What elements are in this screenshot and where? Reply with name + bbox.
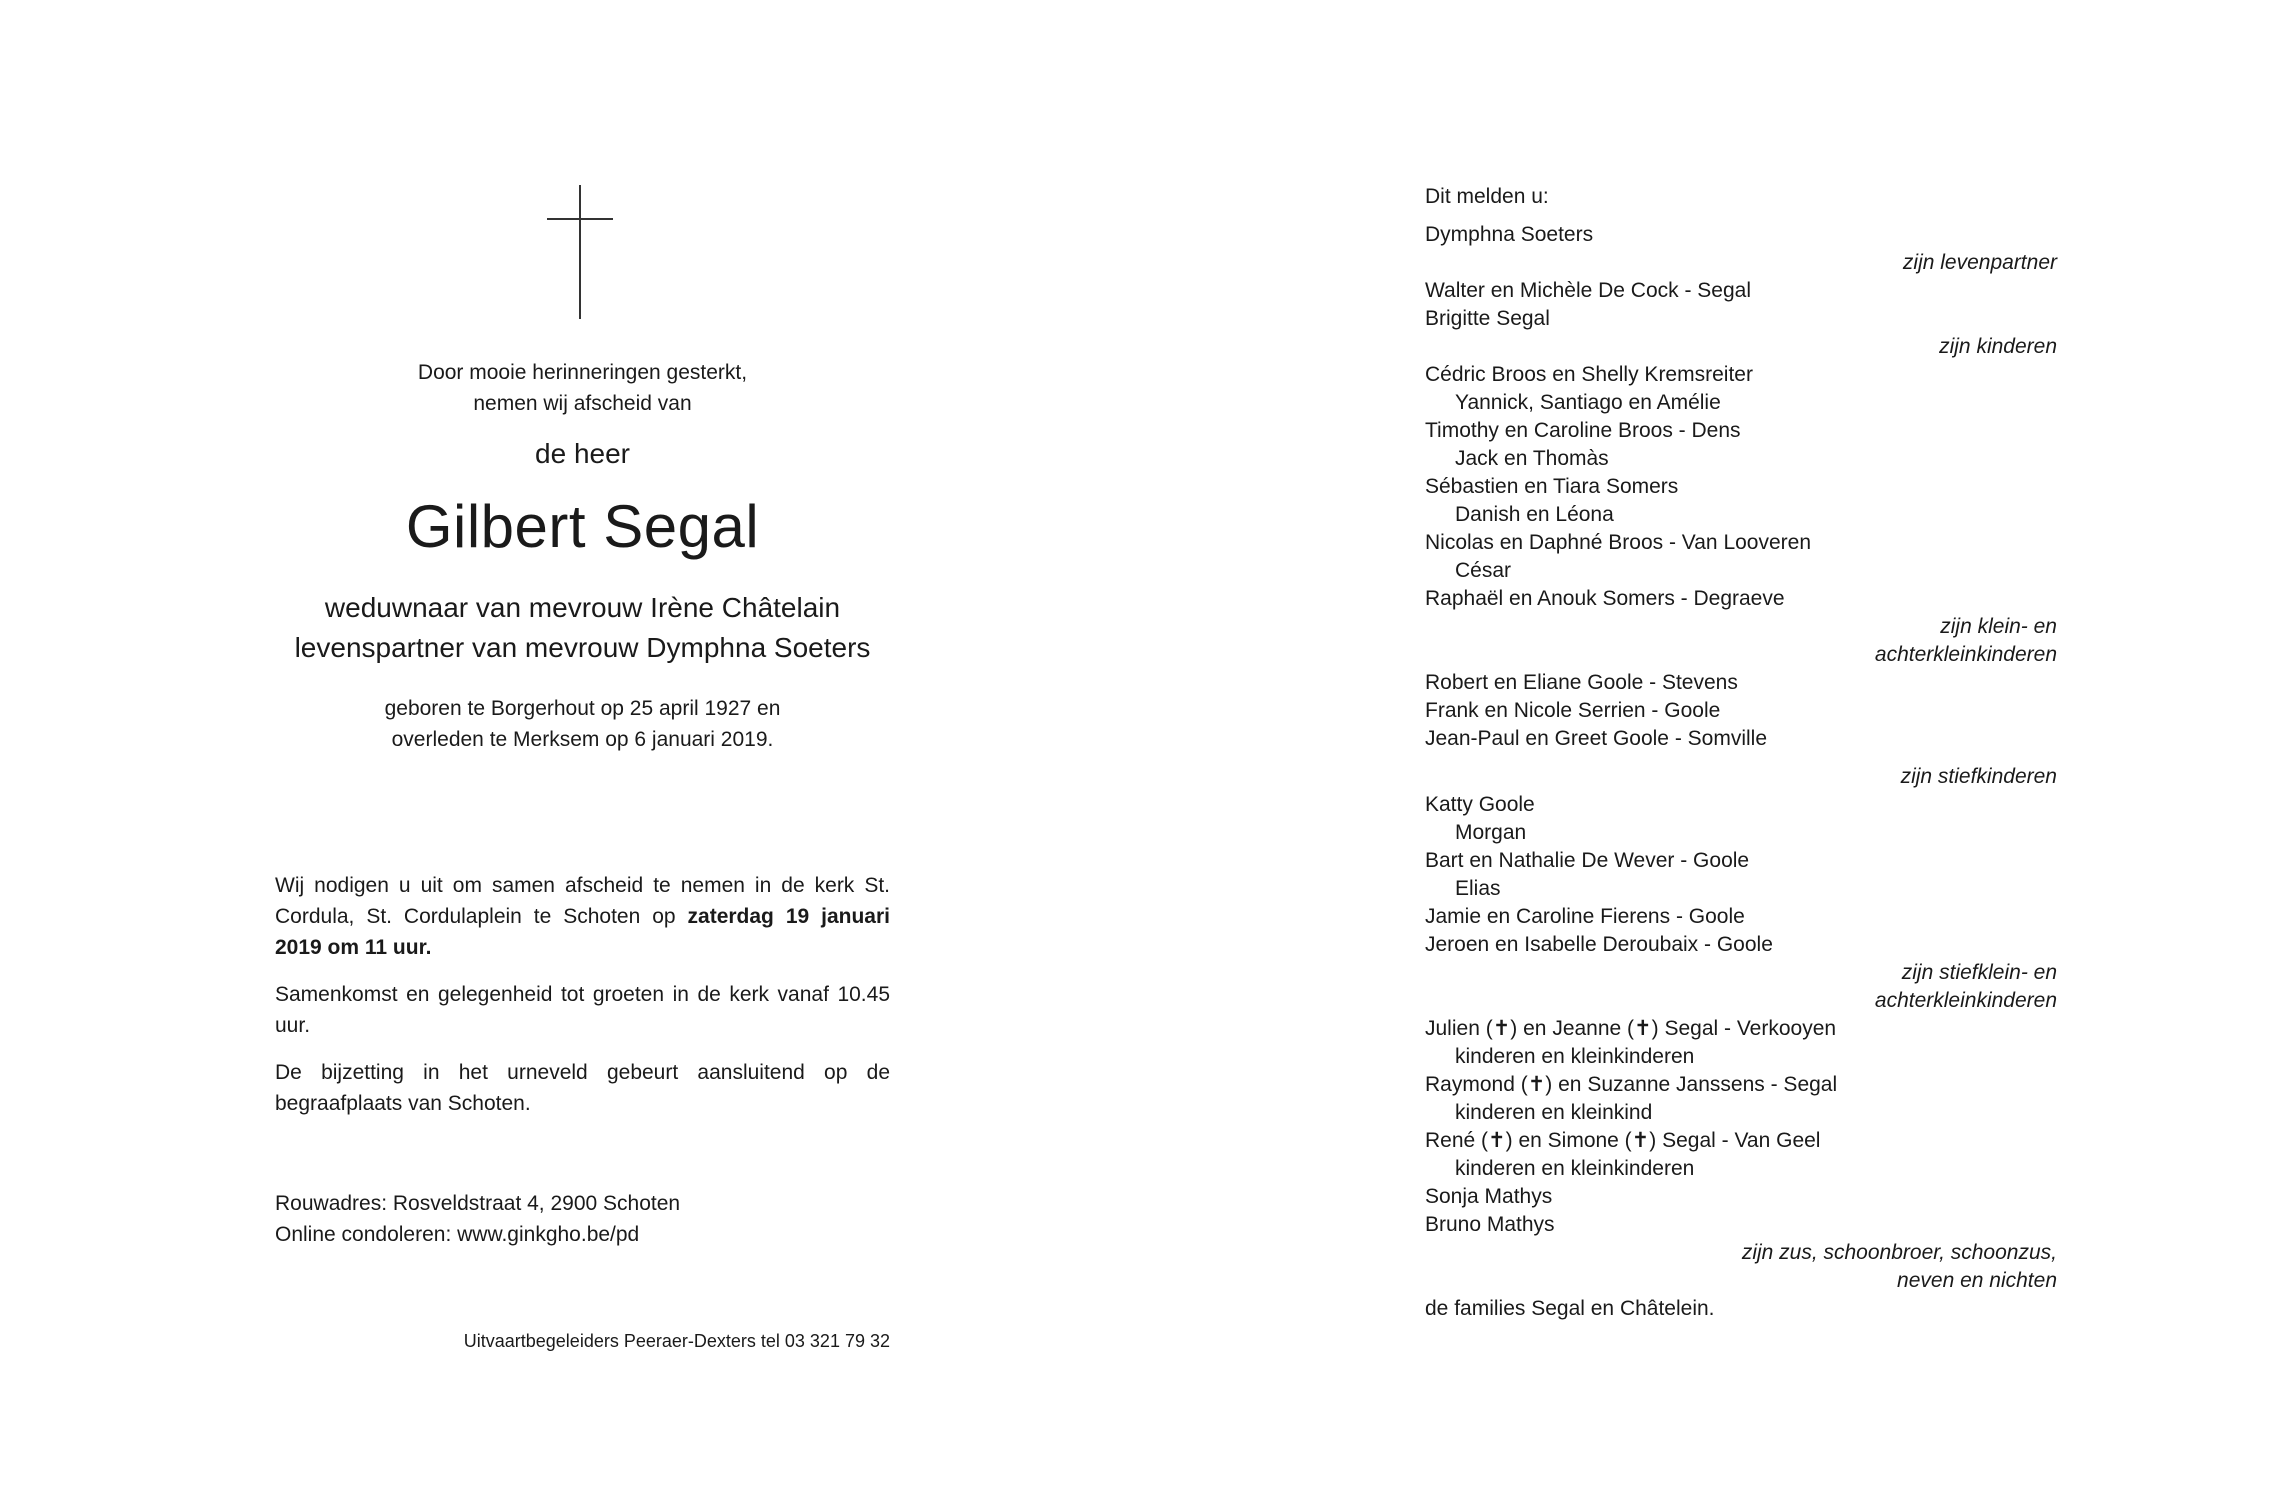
relation-role: achterkleinkinderen (1874, 989, 2057, 1012)
family-subline: Jack en Thomàs (1455, 447, 1609, 470)
online-condolences: Online condoleren: www.ginkgho.be/pd (275, 1223, 640, 1246)
intro-line: Door mooie herinneringen gesterkt, (417, 361, 748, 384)
family-line: Raymond (✝) en Suzanne Janssens - Segal (1425, 1073, 1838, 1096)
relation-line: weduwnaar van mevrouw Irène Châtelain (324, 592, 841, 623)
announcers-header: Dit melden u: (1425, 185, 1549, 208)
family-line: Jamie en Caroline Fierens - Goole (1425, 905, 1745, 928)
burial-paragraph: De bijzetting in het urneveld gebeurt aansluitend op de begraafplaats van Schoten. (275, 1061, 890, 1115)
address-block (275, 1188, 890, 1250)
relations (275, 588, 890, 668)
family-line: Nicolas en Daphné Broos - Van Looveren (1425, 531, 1812, 554)
right-page (1425, 183, 2057, 1323)
family-line: Sonja Mathys (1425, 1185, 1553, 1208)
family-line: Brigitte Segal (1425, 307, 1550, 330)
family-line: Jeroen en Isabelle Deroubaix - Goole (1425, 933, 1773, 956)
family-line: René (✝) en Simone (✝) Segal - Van Geel (1425, 1129, 1821, 1152)
family-line: Julien (✝) en Jeanne (✝) Segal - Verkooyen (1425, 1017, 1837, 1040)
mourning-address: Rouwadres: Rosveldstraat 4, 2900 Schoten (275, 1192, 681, 1215)
family-line: Jean-Paul en Greet Goole - Somville (1425, 727, 1767, 750)
intro-text (275, 357, 890, 419)
family-subline: Danish en Léona (1455, 503, 1614, 526)
invitation-paragraph (275, 870, 890, 963)
family-line: Dymphna Soeters (1425, 223, 1594, 246)
family-line: Robert en Eliane Goole - Stevens (1425, 671, 1738, 694)
undertaker: Uitvaartbegeleiders Peeraer-Dexters tel 03 321 79 32 (463, 1331, 890, 1351)
family-subline: Elias (1455, 877, 1501, 900)
family-subline: Yannick, Santiago en Amélie (1455, 391, 1721, 414)
family-subline: kinderen en kleinkinderen (1455, 1045, 1695, 1068)
invitation-text: Wij nodigen u uit om samen afscheid te nemen in de kerk St. Cordula, St. Cordulaplein te Schoten op (275, 874, 890, 928)
family-line: Bart en Nathalie De Wever - Goole (1425, 849, 1750, 872)
family-line: de families Segal en Châtelein. (1425, 1297, 1715, 1320)
cross-icon (547, 185, 613, 319)
family-line: Timothy en Caroline Broos - Dens (1425, 419, 1741, 442)
relation-role: zijn klein- en (1940, 615, 2057, 638)
relation-role: zijn kinderen (1939, 335, 2057, 358)
life-dates (275, 693, 890, 755)
relation-role: zijn stiefkinderen (1900, 765, 2057, 788)
honorific: de heer (535, 438, 630, 469)
relation-role: achterkleinkinderen (1874, 643, 2057, 666)
family-subline: César (1455, 559, 1512, 582)
family-subline: Morgan (1455, 821, 1527, 844)
date-line: overleden te Merksem op 6 januari 2019. (391, 728, 774, 751)
family-subline: kinderen en kleinkinderen (1455, 1157, 1695, 1180)
relation-role: zijn stiefklein- en (1901, 961, 2057, 984)
relation-role: zijn levenpartner (1902, 251, 2057, 274)
relation-role: neven en nichten (1897, 1269, 2057, 1292)
family-line: Frank en Nicole Serrien - Goole (1425, 699, 1721, 722)
family-line: Walter en Michèle De Cock - Segal (1425, 279, 1752, 302)
relation-line: levenspartner van mevrouw Dymphna Soeters (294, 632, 871, 663)
family-line: Raphaël en Anouk Somers - Degraeve (1425, 587, 1785, 610)
family-subline: kinderen en kleinkind (1455, 1101, 1653, 1124)
deceased-name: Gilbert Segal (405, 493, 760, 560)
date-line: geboren te Borgerhout op 25 april 1927 en (384, 697, 781, 720)
family-line: Katty Goole (1425, 793, 1535, 816)
family-line: Sébastien en Tiara Somers (1425, 475, 1679, 498)
family-line: Cédric Broos en Shelly Kremsreiter (1425, 363, 1753, 386)
invitation-date: zaterdag 19 januari 2019 om 11 uur. (275, 905, 890, 959)
intro-line: nemen wij afscheid van (473, 392, 692, 415)
family-line: Bruno Mathys (1425, 1213, 1555, 1236)
invitation (275, 870, 890, 1135)
gathering-paragraph: Samenkomst en gelegenheid tot groeten in de kerk vanaf 10.45 uur. (275, 983, 890, 1037)
relation-role: zijn zus, schoonbroer, schoonzus, (1741, 1241, 2057, 1264)
